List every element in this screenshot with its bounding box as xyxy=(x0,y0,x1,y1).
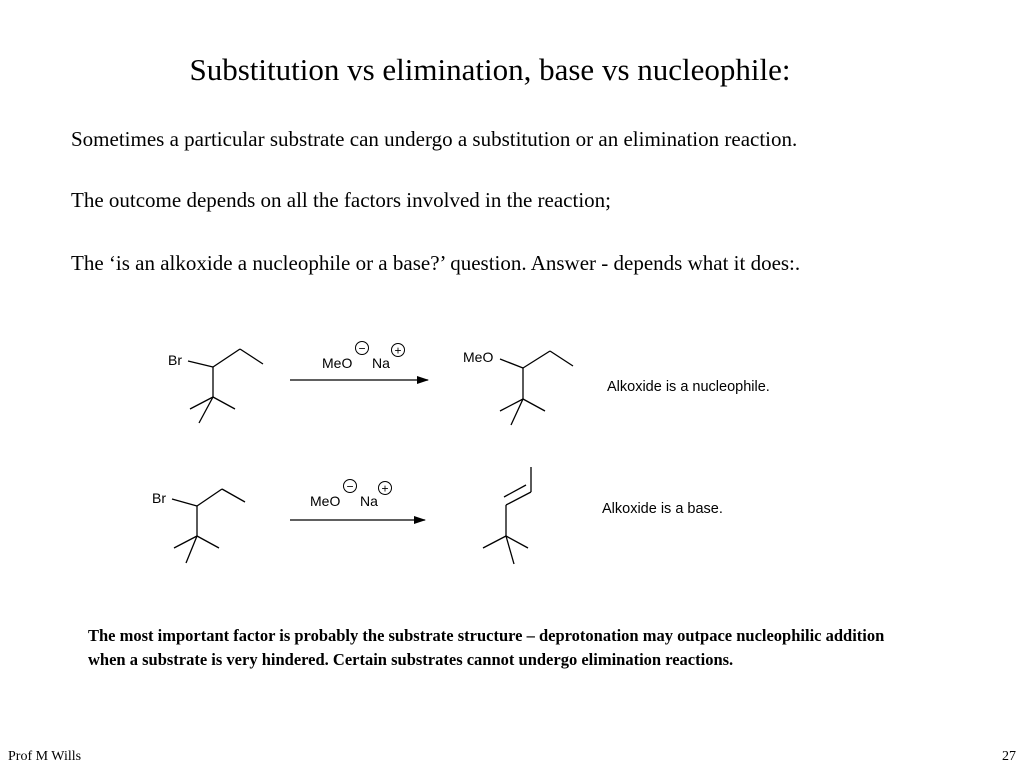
reaction-elimination xyxy=(152,467,723,564)
paragraph-alkoxide-question: The ‘is an alkoxide a nucleophile or a base?’ question. Answer - depends what it does:. xyxy=(71,251,801,275)
reagent-1-meo-label: MeO xyxy=(322,355,353,371)
reagent-2-plus-sign: + xyxy=(381,481,389,496)
reagent-1-plus-sign: + xyxy=(394,343,402,358)
reagent-2-minus-sign: − xyxy=(346,479,354,494)
substrate-1-br-label: Br xyxy=(168,352,182,368)
reaction-substitution xyxy=(168,342,770,426)
slide-title: Substitution vs elimination, base vs nucleophile: xyxy=(189,52,791,87)
reagent-1-na-label: Na xyxy=(372,355,390,371)
product-1-meo-label: MeO xyxy=(463,349,494,365)
page-number: 27 xyxy=(1002,749,1016,764)
substrate-2-structure xyxy=(172,489,245,563)
footer-author: Prof M Wills xyxy=(8,749,82,764)
reagent-2-na-label: Na xyxy=(360,493,378,509)
product-1-structure xyxy=(500,351,573,425)
substrate-1-structure xyxy=(188,349,263,423)
product-2-alkene-structure xyxy=(483,467,531,564)
paragraph-outcome: The outcome depends on all the factors involved in the reaction; xyxy=(71,188,611,212)
caption-nucleophile: Alkoxide is a nucleophile. xyxy=(607,379,770,395)
substrate-2-br-label: Br xyxy=(152,490,166,506)
reagent-1-minus-sign: − xyxy=(358,341,366,356)
caption-base: Alkoxide is a base. xyxy=(602,501,723,517)
paragraph-substrate: Sometimes a particular substrate can undergo a substitution or an elimination reaction. xyxy=(71,127,798,151)
key-note: The most important factor is probably the substrate structure – deprotonation may outpace nucleophilic addition when a substrate is very hindered. Certain substrates cannot undergo elimination reactions. xyxy=(88,626,885,669)
reagent-2-meo-label: MeO xyxy=(310,493,341,509)
